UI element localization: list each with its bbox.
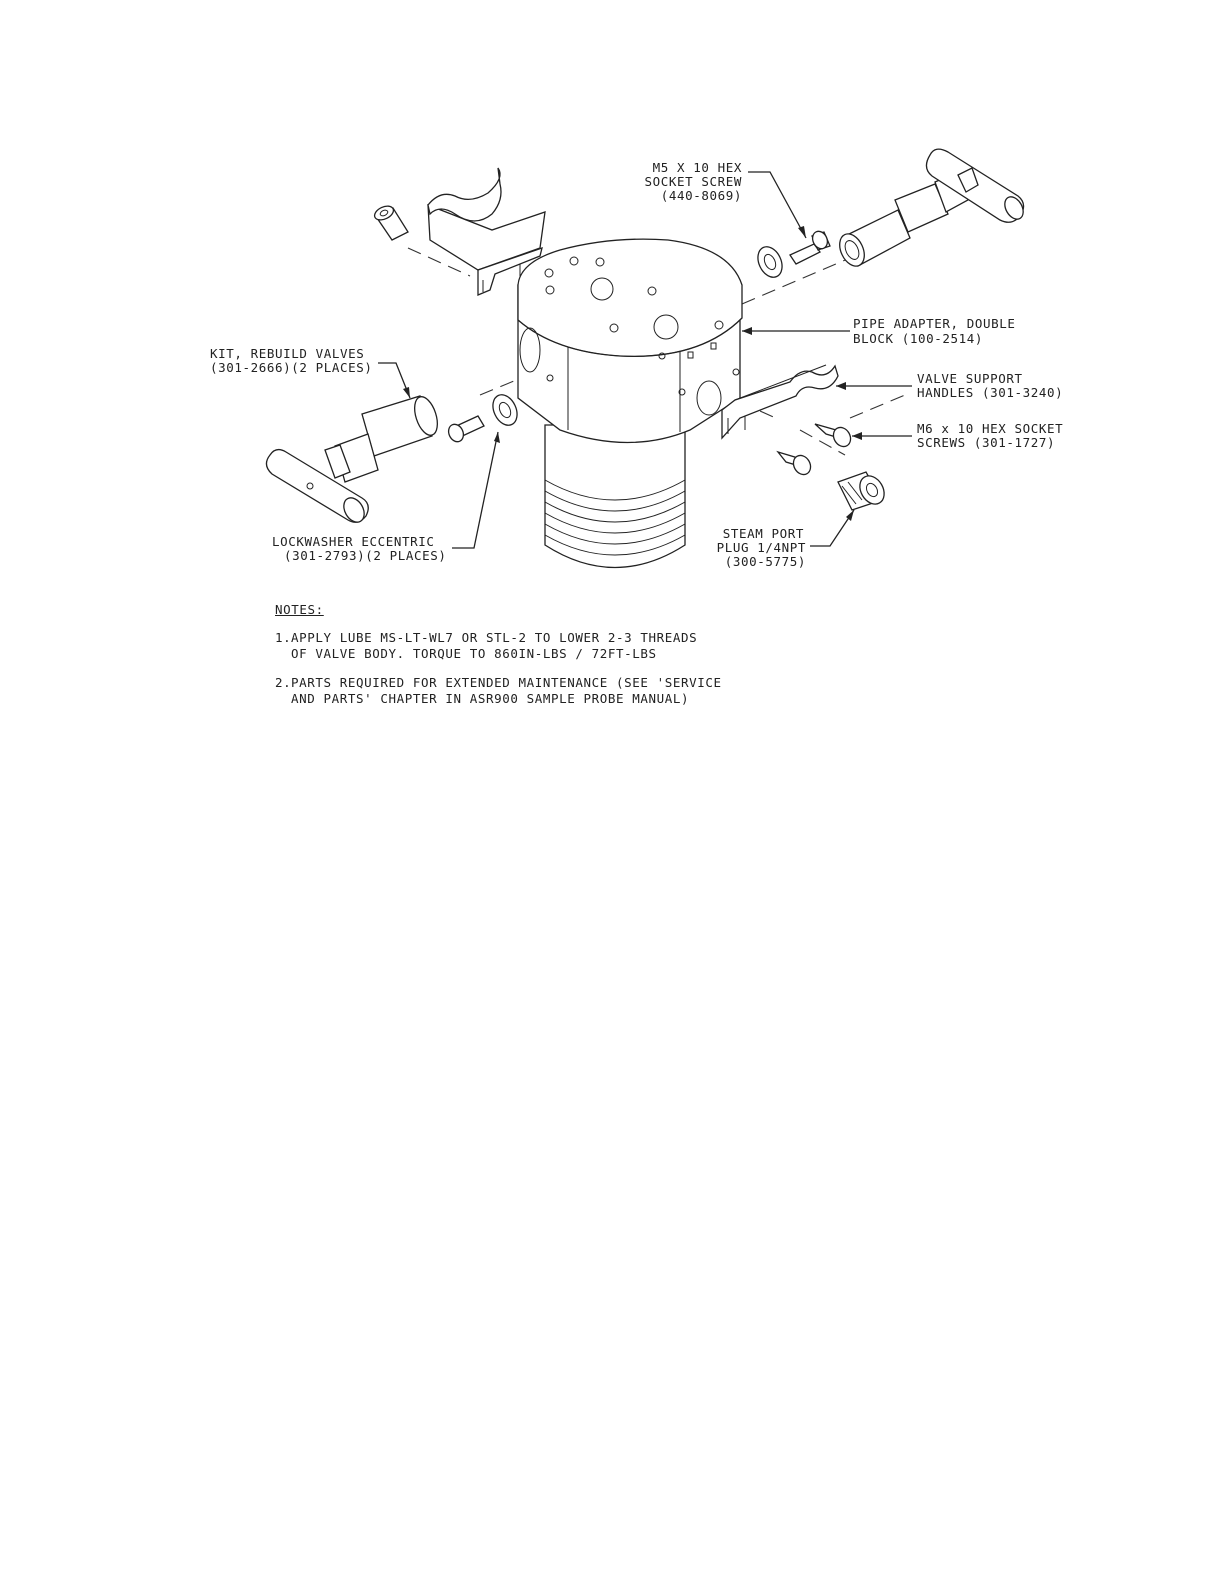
svg-text:(440-8069): (440-8069) [660, 188, 742, 203]
notes-section [275, 602, 722, 720]
svg-text:BLOCK (100-2514): BLOCK (100-2514) [853, 331, 984, 346]
svg-text:SCREWS (301-1727): SCREWS (301-1727) [917, 435, 1056, 450]
svg-text:(301-2793)(2 PLACES): (301-2793)(2 PLACES) [284, 548, 447, 563]
note-item [275, 675, 722, 707]
note-number: 2. [275, 675, 292, 690]
svg-text:(301-2666)(2 PLACES): (301-2666)(2 PLACES) [210, 360, 373, 375]
m6-screws-right [778, 424, 854, 478]
steam-port-plug [838, 472, 889, 510]
label-lockwasher [272, 534, 447, 563]
label-pipe-adapter [853, 316, 1016, 346]
svg-text:(300-5775): (300-5775) [724, 554, 806, 569]
svg-text:M6 x 10 HEX SOCKET: M6 x 10 HEX SOCKET [917, 421, 1064, 436]
label-steam-port [717, 526, 806, 569]
note-text: PARTS REQUIRED FOR EXTENDED MAINTENANCE (SEE 'SERVICE AND PARTS' CHAPTER IN ASR900 SAMPLE PROBE MANUAL) [291, 675, 722, 706]
threaded-pipe [545, 425, 685, 568]
pipe-adapter-block [518, 239, 742, 442]
label-valve-support [917, 371, 1063, 400]
label-rebuild-kit [210, 346, 373, 375]
svg-text:HANDLES (301-3240): HANDLES (301-3240) [917, 385, 1064, 400]
label-m6-screws [917, 421, 1063, 450]
svg-text:STEAM PORT: STEAM PORT [722, 526, 804, 541]
svg-text:M5 X 10 HEX: M5 X 10 HEX [652, 160, 742, 175]
m5-screw-and-lockwasher-lower [446, 391, 522, 444]
note-item [275, 630, 722, 662]
svg-text:LOCKWASHER ECCENTRIC: LOCKWASHER ECCENTRIC [272, 534, 435, 549]
valve-right-upper [835, 149, 1027, 270]
svg-text:PLUG 1/4NPT: PLUG 1/4NPT [716, 540, 806, 555]
note-number: 1. [275, 630, 292, 645]
m6-screw-upper-left [372, 203, 408, 240]
svg-text:KIT, REBUILD VALVES: KIT, REBUILD VALVES [210, 346, 365, 361]
note-text: APPLY LUBE MS-LT-WL7 OR STL-2 TO LOWER 2-3 THREADS OF VALVE BODY. TORQUE TO 860IN-LBS / 72FT-LBS [291, 630, 698, 661]
svg-text:PIPE ADAPTER, DOUBLE: PIPE ADAPTER, DOUBLE [853, 316, 1016, 331]
label-m5-screw [644, 160, 742, 203]
m5-screw-and-lockwasher-upper [753, 229, 830, 281]
valve-left-lower [266, 394, 441, 526]
svg-text:VALVE SUPPORT: VALVE SUPPORT [917, 371, 1023, 386]
svg-text:SOCKET SCREW: SOCKET SCREW [644, 174, 742, 189]
notes-heading: NOTES: [275, 602, 324, 617]
